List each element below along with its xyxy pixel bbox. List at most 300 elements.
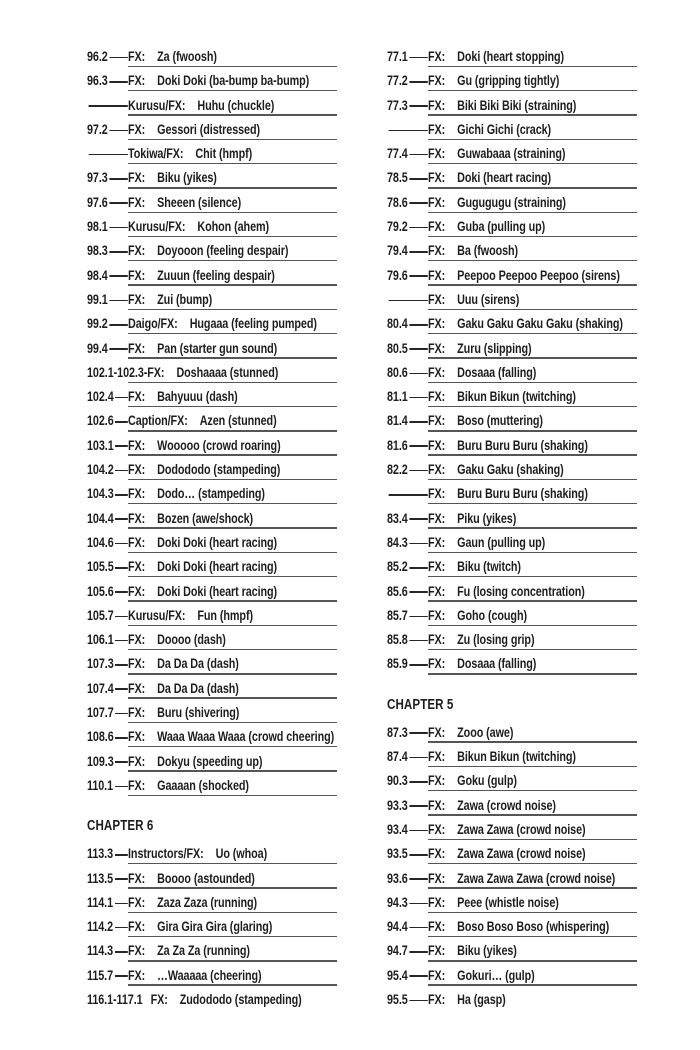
entry-page-panel-number: 78.5: [387, 170, 408, 186]
entry-sound-text: Gu (gripping tightly): [457, 73, 560, 89]
fx-entry-row: [387, 512, 516, 526]
dash-leader-line: [109, 178, 128, 180]
dash-leader-line: [409, 57, 428, 59]
entry-sound-text: Biku (twitch): [457, 559, 521, 575]
fx-entry: [87, 93, 337, 117]
entry-page-panel-number: 107.3: [87, 656, 114, 672]
entry-rule-line: [428, 333, 637, 334]
entry-page-panel-number: 87.3: [387, 724, 408, 740]
entry-page-panel-number: 82.2: [387, 462, 408, 478]
entry-lead: [387, 147, 428, 161]
entry-rule-line: [128, 625, 337, 626]
entry-lead: [387, 366, 428, 380]
dash-leader-line: [115, 470, 128, 472]
entry-speaker-label: FX:: [428, 559, 446, 575]
fx-entry-row: [87, 293, 212, 307]
entry-speaker-label: FX:: [128, 389, 146, 405]
entry-rule-line: [128, 406, 337, 407]
dash-leader-line: [115, 445, 128, 447]
dash-leader-line: [409, 227, 428, 229]
fx-entry-row: [87, 993, 302, 1007]
fx-entry-row: [87, 269, 275, 283]
fx-entry-row: [87, 706, 239, 720]
fx-entry-row: [87, 944, 250, 958]
dash-leader-line: [115, 975, 128, 977]
fx-entry: [387, 408, 637, 432]
entry-sound-text: Gaun (pulling up): [457, 534, 546, 550]
entry-speaker-label: FX:: [128, 486, 146, 502]
fx-entry-row: [387, 823, 586, 837]
fx-entry-row: [87, 366, 278, 380]
entry-lead: [87, 171, 128, 185]
entry-rule-line: [428, 187, 637, 188]
dash-leader-line: [409, 251, 428, 253]
entry-sound-text: Pan (starter gun sound): [157, 340, 278, 356]
entry-lead: [87, 896, 128, 910]
fx-entry: [87, 287, 337, 311]
fx-entry-row: [387, 463, 564, 477]
dash-leader-line: [409, 348, 428, 350]
entry-sound-text: Peepoo Peepoo Peepoo (sirens): [457, 267, 620, 283]
entry-speaker-label: Daigo/FX:: [128, 316, 178, 332]
fx-entry: [387, 457, 637, 481]
entry-lead: [87, 414, 128, 428]
entry-speaker-label: FX:: [428, 121, 446, 137]
fx-entry-row: [87, 872, 255, 886]
entry-speaker-label: FX:: [428, 534, 446, 550]
fx-entry: [87, 506, 337, 530]
entry-lead: [87, 920, 128, 934]
entry-sound-text: Azen (stunned): [199, 413, 277, 429]
entry-rule-line: [128, 260, 337, 261]
entry-page-panel-number: 104.6: [87, 534, 114, 550]
entry-rule-line: [128, 333, 337, 334]
dash-leader-line: [115, 854, 128, 856]
entry-rule-line: [128, 454, 337, 455]
entry-lead: [87, 366, 147, 380]
fx-entry: [387, 627, 637, 651]
entry-page-panel-number: 102.6: [87, 413, 114, 429]
entry-speaker-label: FX:: [128, 680, 146, 696]
fx-entry-row: [87, 439, 281, 453]
entry-page-panel-number: 105.5: [87, 559, 114, 575]
dash-leader-line: [409, 830, 428, 832]
entry-page-panel-number: 81.1: [387, 389, 408, 405]
entry-sound-text: Zu (losing grip): [457, 632, 535, 648]
dash-leader-line: [115, 640, 128, 642]
entry-page-panel-number: 108.6: [87, 729, 114, 745]
fx-entry-row: [387, 244, 518, 258]
fx-entry-row: [87, 414, 277, 428]
entry-speaker-label: FX:: [428, 919, 446, 935]
entry-sound-text: Gaku Gaku Gaku Gaku (shaking): [457, 316, 623, 332]
entry-sound-text: Buru (shivering): [157, 705, 240, 721]
entry-page-panel-number: 98.3: [87, 243, 108, 259]
entry-lead: [87, 536, 128, 550]
entry-rule-line: [428, 814, 637, 815]
fx-entry: [387, 530, 637, 554]
dash-leader-line: [409, 275, 428, 277]
fx-entry: [387, 311, 637, 335]
entry-lead: [87, 657, 128, 671]
entry-speaker-label: FX:: [428, 797, 446, 813]
entry-page-panel-number: 93.6: [387, 870, 408, 886]
fx-entry-row: [87, 633, 226, 647]
fx-entry: [387, 238, 637, 262]
entry-sound-text: Dosaaa (falling): [457, 656, 537, 672]
fx-entry: [87, 914, 337, 938]
entry-speaker-label: FX:: [428, 97, 446, 113]
entry-speaker-label: FX:: [128, 437, 146, 453]
fx-entry: [87, 987, 337, 1011]
entry-lead: [387, 920, 428, 934]
dash-leader-line: [409, 732, 428, 734]
entry-page-panel-number: 94.7: [387, 943, 408, 959]
dash-leader-line: [409, 397, 428, 399]
entry-speaker-label: FX:: [128, 919, 146, 935]
fx-entry-row: [387, 74, 559, 88]
entry-speaker-label: Tokiwa/FX:: [128, 146, 184, 162]
fx-entry-row: [387, 171, 551, 185]
entry-rule-line: [428, 741, 637, 742]
fx-entry: [387, 93, 637, 117]
dash-leader-line: [409, 1000, 428, 1002]
fx-entry: [87, 651, 337, 675]
fx-entry-row: [87, 342, 277, 356]
dash-leader-line: [109, 300, 128, 302]
fx-entry-row: [387, 944, 517, 958]
entry-speaker-label: FX:: [428, 146, 446, 162]
entry-sound-text: Boooo (astounded): [157, 870, 255, 886]
fx-entry-row: [387, 99, 576, 113]
entry-speaker-label: FX:: [428, 486, 446, 502]
fx-entry-row: [87, 730, 334, 744]
entry-rule-line: [428, 984, 637, 985]
entry-speaker-label: FX:: [428, 73, 446, 89]
fx-entry: [87, 530, 337, 554]
entry-speaker-label: FX:: [428, 291, 446, 307]
fx-entry: [87, 214, 337, 238]
fx-entry-row: [387, 920, 609, 934]
entry-page-panel-number: 104.4: [87, 510, 114, 526]
entry-speaker-label: FX:: [428, 170, 446, 186]
entry-lead: [87, 317, 128, 331]
entry-speaker-label: FX:: [428, 749, 446, 765]
fx-entry-row: [387, 317, 623, 331]
entry-lead: [87, 105, 128, 107]
entry-page-panel-number: 105.7: [87, 607, 114, 623]
entry-page-panel-number: 96.3: [87, 73, 108, 89]
fx-entry-row: [387, 969, 535, 983]
entry-rule-line: [128, 90, 337, 91]
entry-speaker-label: FX:: [428, 219, 446, 235]
entry-page-panel-number: 80.5: [387, 340, 408, 356]
entry-lead: [87, 755, 128, 769]
fx-entry: [387, 44, 637, 68]
entry-lead: [87, 50, 128, 64]
entry-speaker-label: FX:: [428, 846, 446, 862]
entry-lead: [87, 390, 128, 404]
fx-entry-row: [387, 799, 556, 813]
entry-sound-text: Bozen (awe/shock): [157, 510, 254, 526]
fx-entry: [387, 793, 637, 817]
entry-sound-text: Biku (yikes): [157, 170, 217, 186]
fx-entry: [387, 841, 637, 865]
dash-leader-line: [115, 903, 128, 905]
entry-sound-text: Hugaaa (feeling pumped): [189, 316, 317, 332]
entry-speaker-label: Kurusu/FX:: [128, 97, 186, 113]
fx-entry-row: [387, 993, 506, 1007]
entry-page-panel-number: 99.2: [87, 316, 108, 332]
chapter-heading: CHAPTER 5: [387, 696, 454, 713]
entry-rule-line: [428, 357, 637, 358]
entry-lead: [387, 536, 428, 550]
entry-page-panel-number: 102.1-102.3-: [87, 364, 148, 380]
entry-rule-line: [428, 790, 637, 791]
dash-leader-line: [409, 81, 428, 83]
dash-leader-line: [109, 57, 128, 59]
entry-rule-line: [428, 454, 637, 455]
entry-speaker-label: FX:: [428, 724, 446, 740]
entry-page-panel-number: 103.1: [87, 437, 114, 453]
entry-page-panel-number: 79.2: [387, 219, 408, 235]
fx-entry: [387, 506, 637, 530]
fx-entry: [87, 433, 337, 457]
entry-lead: [87, 633, 128, 647]
fx-entry: [387, 768, 637, 792]
entry-speaker-label: FX:: [128, 49, 146, 64]
entry-sound-text: Biku (yikes): [457, 943, 517, 959]
fx-entry-row: [87, 463, 280, 477]
entry-page-panel-number: 114.2: [87, 919, 114, 935]
dash-leader-line: [409, 640, 428, 642]
entry-rule-line: [128, 236, 337, 237]
entry-speaker-label: FX:: [128, 121, 146, 137]
entry-sound-text: Bikun Bikun (twitching): [457, 389, 576, 405]
entry-sound-text: Bikun Bikun (twitching): [457, 749, 576, 765]
dash-leader-line: [115, 518, 128, 520]
entry-page-panel-number: 78.6: [387, 194, 408, 210]
fx-entry-row: [387, 774, 517, 788]
fx-entry: [87, 724, 337, 748]
entry-lead: [87, 244, 128, 258]
entry-lead: [87, 512, 128, 526]
dash-leader-line: [109, 348, 128, 350]
fx-entry: [387, 817, 637, 841]
fx-entry-row: [387, 657, 536, 671]
fx-entry: [387, 141, 637, 165]
entry-page-panel-number: 94.4: [387, 919, 408, 935]
entry-speaker-label: FX:: [428, 462, 446, 478]
entry-speaker-label: FX:: [428, 364, 446, 380]
dash-leader-line: [109, 227, 128, 229]
entry-sound-text: Boso (muttering): [457, 413, 543, 429]
fx-entry: [87, 841, 337, 865]
entry-page-panel-number: 77.2: [387, 73, 408, 89]
fx-entry: [87, 117, 337, 141]
entry-page-panel-number: 80.4: [387, 316, 408, 332]
entry-page-panel-number: 114.3: [87, 943, 114, 959]
entry-lead: [387, 439, 428, 453]
entry-speaker-label: FX:: [428, 821, 446, 837]
entry-speaker-label: FX:: [128, 943, 146, 959]
entry-speaker-label: FX:: [428, 389, 446, 405]
entry-page-panel-number: 85.9: [387, 656, 408, 672]
fx-entry: [387, 360, 637, 384]
entry-sound-text: Fu (losing concentration): [457, 583, 585, 599]
entry-speaker-label: FX:: [428, 967, 446, 983]
entry-page-panel-number: 110.1: [87, 777, 114, 793]
fx-entry: [87, 68, 337, 92]
entry-rule-line: [428, 90, 637, 91]
dash-leader-line: [409, 470, 428, 472]
entry-lead: [87, 706, 128, 720]
entry-lead: [387, 657, 428, 671]
entry-speaker-label: FX:: [428, 656, 446, 672]
entry-speaker-label: FX:: [147, 364, 165, 380]
entry-sound-text: Gaaaan (shocked): [157, 777, 249, 793]
entry-speaker-label: FX:: [128, 462, 146, 478]
fx-entry: [387, 963, 637, 987]
fx-entry-row: [87, 147, 252, 161]
dash-leader-line: [115, 567, 128, 569]
entry-rule-line: [128, 284, 337, 285]
entry-lead: [87, 439, 128, 453]
entry-page-panel-number: 95.5: [387, 991, 408, 1007]
entry-sound-text: Zaza Zaza (running): [157, 894, 258, 910]
entry-lead: [387, 99, 428, 113]
fx-entry-row: [387, 847, 586, 861]
entry-speaker-label: FX:: [428, 413, 446, 429]
fx-entry-row: [387, 390, 576, 404]
entry-rule-line: [128, 552, 337, 553]
entry-page-panel-number: 87.4: [387, 749, 408, 765]
fx-entry-row: [87, 317, 317, 331]
entry-rule-line: [128, 673, 337, 674]
entry-speaker-label: FX:: [128, 194, 146, 210]
entry-sound-text: Zui (bump): [157, 291, 213, 307]
dash-leader-line: [115, 713, 128, 715]
entry-speaker-label: FX:: [428, 773, 446, 789]
entry-sound-text: Peee (whistle noise): [457, 894, 559, 910]
fx-entry: [387, 651, 637, 675]
entry-sound-text: Dodododo (stampeding): [157, 462, 281, 478]
fx-entry: [87, 165, 337, 189]
entry-page-panel-number: 94.3: [387, 894, 408, 910]
dash-leader-line: [409, 927, 428, 929]
fx-entry: [387, 866, 637, 890]
fx-entry: [87, 44, 337, 68]
fx-entry: [387, 165, 637, 189]
entry-sound-text: Goku (gulp): [457, 773, 517, 789]
entry-rule-line: [128, 722, 337, 723]
entry-lead: [387, 129, 428, 131]
entry-page-panel-number: 105.6: [87, 583, 114, 599]
fx-entry: [387, 117, 637, 141]
entry-page-panel-number: 106.1: [87, 632, 114, 648]
entry-speaker-label: FX:: [428, 991, 446, 1007]
entry-sound-text: Doki Doki (ba-bump ba-bump): [157, 73, 310, 89]
entry-rule-line: [128, 746, 337, 747]
entry-lead: [387, 969, 428, 983]
entry-rule-line: [128, 357, 337, 358]
entry-sound-text: Zuru (slipping): [457, 340, 532, 356]
fx-entry: [387, 481, 637, 505]
fx-entry: [387, 336, 637, 360]
entry-sound-text: Ba (fwoosh): [457, 243, 519, 259]
fx-entry-row: [87, 512, 253, 526]
entry-lead: [387, 609, 428, 623]
entry-lead: [387, 872, 428, 886]
fx-entry-row: [387, 123, 551, 137]
entry-speaker-label: FX:: [128, 170, 146, 186]
fx-entry: [87, 311, 337, 335]
entry-lead: [387, 196, 428, 210]
fx-entry-row: [387, 560, 521, 574]
entry-sound-text: Dodo… (stampeding): [157, 486, 265, 502]
entry-page-panel-number: 98.4: [87, 267, 108, 283]
entry-page-panel-number: 84.3: [387, 534, 408, 550]
entry-page-panel-number: 107.4: [87, 680, 114, 696]
fx-entry: [87, 238, 337, 262]
entry-sound-text: Gichi Gichi (crack): [457, 121, 552, 137]
entry-lead: [387, 633, 428, 647]
entry-rule-line: [128, 309, 337, 310]
entry-lead: [87, 342, 128, 356]
entry-sound-text: Gira Gira Gira (glaring): [157, 919, 273, 935]
entry-speaker-label: FX:: [428, 583, 446, 599]
entry-page-panel-number: 83.4: [387, 510, 408, 526]
fx-entry: [387, 214, 637, 238]
entry-sound-text: Dosaaa (falling): [457, 364, 537, 380]
entry-sound-text: Biki Biki Biki (straining): [457, 97, 577, 113]
entry-page-panel-number: 85.8: [387, 632, 408, 648]
entry-lead: [87, 682, 128, 696]
entry-rule-line: [128, 887, 337, 888]
entry-rule-line: [428, 600, 637, 601]
fx-entry: [87, 700, 337, 724]
fx-entry-row: [87, 657, 239, 671]
entry-sound-text: Dokyu (speeding up): [157, 753, 263, 769]
entry-rule-line: [128, 649, 337, 650]
entry-sound-text: Doki Doki (heart racing): [157, 583, 278, 599]
dash-leader-line: [409, 178, 428, 180]
fx-entry-row: [87, 196, 241, 210]
fx-entry-row: [87, 536, 277, 550]
entry-rule-line: [428, 284, 637, 285]
entry-rule-line: [428, 139, 637, 140]
entry-speaker-label: FX:: [128, 656, 146, 672]
entry-page-panel-number: 113.3: [87, 846, 114, 862]
entry-sound-text: Bahyuuu (dash): [157, 389, 238, 405]
entry-lead: [387, 342, 428, 356]
dash-leader-line: [115, 543, 128, 545]
entry-sound-text: Da Da Da (dash): [157, 680, 239, 696]
dash-leader-line: [409, 202, 428, 204]
entry-sound-text: Zawa Zawa (crowd noise): [457, 821, 586, 837]
entry-lead: [87, 585, 128, 599]
dash-leader-line: [409, 781, 428, 783]
entry-lead: [387, 799, 428, 813]
entry-rule-line: [428, 625, 637, 626]
entry-page-panel-number: 97.6: [87, 194, 108, 210]
entry-speaker-label: FX:: [428, 894, 446, 910]
entry-lead: [87, 196, 128, 210]
entry-lead: [87, 872, 128, 886]
fx-entry-row: [87, 682, 239, 696]
entry-speaker-label: FX:: [428, 632, 446, 648]
entry-page-panel-number: 102.4: [87, 389, 114, 405]
